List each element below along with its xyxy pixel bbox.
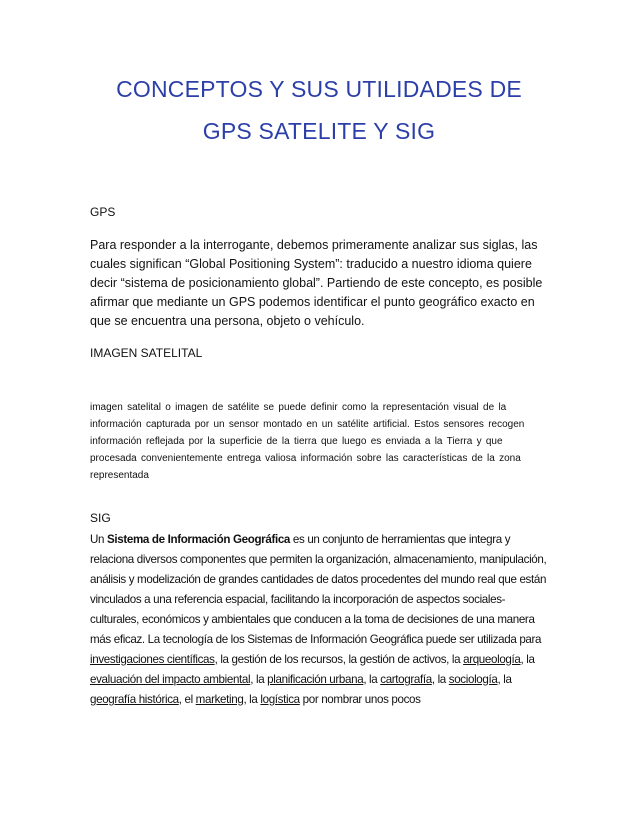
sig-bold-term: Sistema de Información Geográfica	[107, 533, 291, 546]
sig-text: Un	[90, 533, 107, 546]
gps-paragraph: Para responder a la interrogante, debemos primeramente analizar sus siglas, las cuales significan “Global Positioning System”: traducido a nuestro idioma quiere decir “sistema de posicionamiento global”. Partiendo de este concepto, es posible afirmar que mediante un GPS podemos identificar el punto geográfico exacto en que se encuentra una persona, objeto o vehículo.	[90, 238, 543, 328]
sig-paragraph	[90, 530, 550, 710]
sig-heading: SIG	[90, 511, 111, 525]
link-investigaciones-cientificas[interactable]: investigaciones científicas	[90, 653, 215, 666]
imagen-satelital-paragraph: imagen satelital o imagen de satélite se puede definir como la representación visual de la información capturada por un sensor montado en un satélite artificial. Estos sensores recogen información reflejada por la superficie de la tierra que luego es enviada a la Tierra y que procesada convenientemente entrega valiosa información sobre las características de la zona representada	[90, 402, 525, 481]
document-title-line-1: CONCEPTOS Y SUS UTILIDADES DE	[116, 76, 522, 102]
link-logistica[interactable]: logística	[260, 693, 300, 706]
document-title-line-2: GPS SATELITE Y SIG	[202, 118, 436, 144]
sig-text: , la	[363, 673, 381, 686]
sig-text: , la	[250, 673, 268, 686]
link-cartografia[interactable]: cartografía	[380, 673, 432, 686]
sig-text: , la	[431, 673, 449, 686]
link-sociologia[interactable]: sociología	[448, 673, 498, 686]
link-geografia-historica[interactable]: geografía histórica	[90, 693, 179, 706]
sig-text: , la	[497, 673, 512, 686]
sig-text: por nombrar unos pocos	[299, 693, 421, 706]
sig-text: es un conjunto de herramientas que integra y relaciona diversos componentes que permiten la organización, almacenamiento, manipulación, análisis y modelización de grandes cantidades de datos procedentes del mundo real que están vinculados a una referencia espacial, facilitando la incorporación de aspectos sociales-culturales, económicos y ambientales que conducen a la toma de decisiones de una manera más eficaz. La tecnología de los Sistemas de Información Geográfica puede ser utilizada para	[90, 533, 547, 646]
sig-text: , la	[520, 653, 535, 666]
imagen-satelital-heading: IMAGEN SATELITAL	[90, 346, 203, 360]
sig-text: , la gestión de los recursos, la gestión de activos, la	[214, 653, 464, 666]
sig-text: , la	[243, 693, 261, 706]
link-planificacion-urbana[interactable]: planificación urbana	[267, 673, 364, 686]
sig-text: , el	[178, 693, 196, 706]
link-arqueologia[interactable]: arqueología	[463, 653, 521, 666]
link-evaluacion-impacto-ambiental[interactable]: evaluación del impacto ambiental	[90, 673, 251, 686]
link-marketing[interactable]: marketing	[195, 693, 244, 706]
gps-heading: GPS	[90, 205, 116, 219]
